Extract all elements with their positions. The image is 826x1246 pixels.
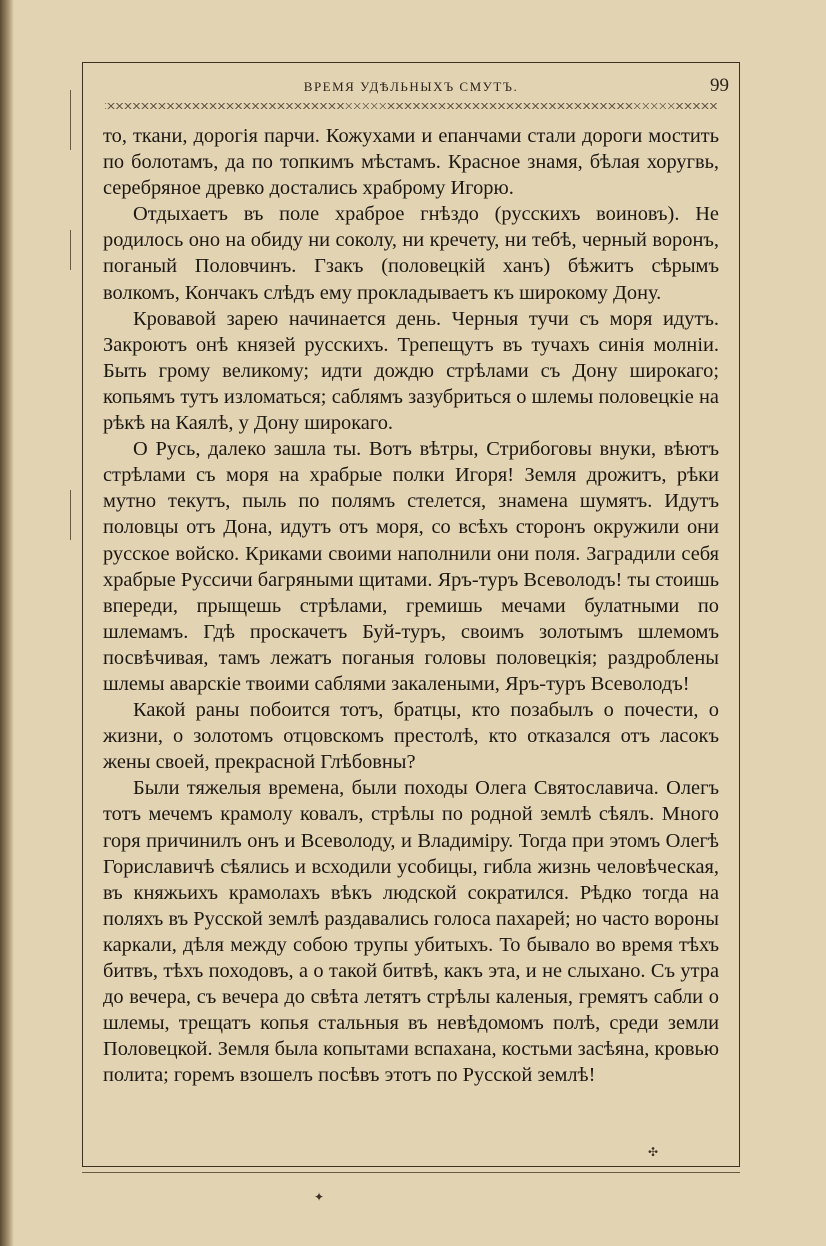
paragraph: О Русь, далеко зашла ты. Вотъ вѣтры, Стрибоговы внуки, вѣютъ стрѣлами съ моря на храбрые полки Игоря! Земля дрожитъ, рѣки мутно текутъ, пыль по полямъ стелется, знамена шумятъ. Идутъ половцы отъ Дона, идутъ отъ моря, со всѣхъ сторонъ окружили они русское войско. Криками своими наполнили они поля. Заградили себя храбрые Руссичи багряными щитами. Яръ-туръ Всеволодъ! ты стоишь впереди, прыщешь стрѣлами, гремишь мечами булатными по шлемамъ. Гдѣ проскачетъ Буй-туръ, своимъ золотымъ шлемомъ посвѣчивая, тамъ лежатъ поганыя головы половецкія; раздроблены шлемы аварскіе твоими саблями закалеными, Яръ-туръ Всеволодъ!: [103, 438, 719, 695]
paragraph: Кровавой зарею начинается день. Черныя тучи съ моря идутъ. Закроютъ онѣ князей русскихъ. Трепещутъ въ тучахъ синія молніи. Быть грому великому; идти дождю стрѣлами съ Дону широкаго; копьямъ тутъ изломаться; саблямъ зазубриться о шлемы половецкіе на рѣкѣ на Каялѣ, у Дону широкаго.: [103, 307, 719, 435]
paragraph: то, ткани, дорогія парчи. Кожухами и епанчами стали дороги мостить по болотамъ, да по топкимъ мѣстамъ. Красное знамя, бѣлая хоругвь, серебряное древко достались храброму Игорю.: [103, 125, 719, 200]
margin-line: [70, 230, 71, 270]
binding-shadow: [0, 0, 14, 1246]
header-ornament-rule: [105, 103, 717, 109]
paragraph: Были тяжелыя времена, были походы Олега Святославича. Олегъ тотъ мечемъ крамолу ковалъ, стрѣлы по родной землѣ сѣялъ. Много горя причинилъ онъ и Всеволоду, и Владиміру. Тогда при этомъ Олегѣ Гориславичѣ сѣялись и всходили усобицы, гибла жизнь человѣческая, въ княжьихъ крамолахъ вѣкъ людской сократился. Рѣдко тогда на поляхъ въ Русской землѣ раздавались голоса пахарей; но часто вороны каркали, дѣля между собою трупы убитыхъ. То бывало во время тѣхъ битвъ, тѣхъ походовъ, а о такой битвѣ, какъ эта, и не слыхано. Съ утра до вечера, съ вечера до свѣта летятъ стрѣлы каленыя, гремятъ сабли о шлемы, трещатъ копья стальныя въ невѣдомомъ полѣ, среди земли Половецкой. Земля была копытами вспахана, костьми засѣяна, кровью полита; горемъ взошелъ посѣвъ этотъ по Русской землѣ!: [103, 777, 719, 1087]
page-header: [83, 75, 739, 101]
paragraph: Какой раны побоится тотъ, братцы, кто позабылъ о почести, о жизни, о золотомъ отцовскомъ престолѣ, кто отказался отъ ласокъ жены своей, прекрасной Глѣбовны?: [103, 699, 719, 774]
bottom-rule: [82, 1172, 740, 1173]
margin-line: [70, 490, 71, 540]
body-text: [103, 123, 719, 1088]
page-frame: [82, 62, 740, 1167]
margin-line: [70, 90, 71, 150]
paragraph: Отдыхаетъ въ поле храброе гнѣздо (русскихъ воиновъ). Не родилось оно на обиду ни соколу, ни кречету, ни тебѣ, черный воронъ, поганый Половчинъ. Гзакъ (половецкій ханъ) бѣжитъ сѣрымъ волкомъ, Кончакъ слѣдъ ему прокладываетъ къ широкому Дону.: [103, 203, 719, 304]
page-number: 99: [710, 75, 729, 96]
printer-mark: ✣: [648, 1145, 659, 1159]
footer-ornament: ✦: [314, 1190, 325, 1204]
running-title: ВРЕМЯ УДѢЛЬНЫХЪ СМУТЪ.: [303, 79, 519, 94]
